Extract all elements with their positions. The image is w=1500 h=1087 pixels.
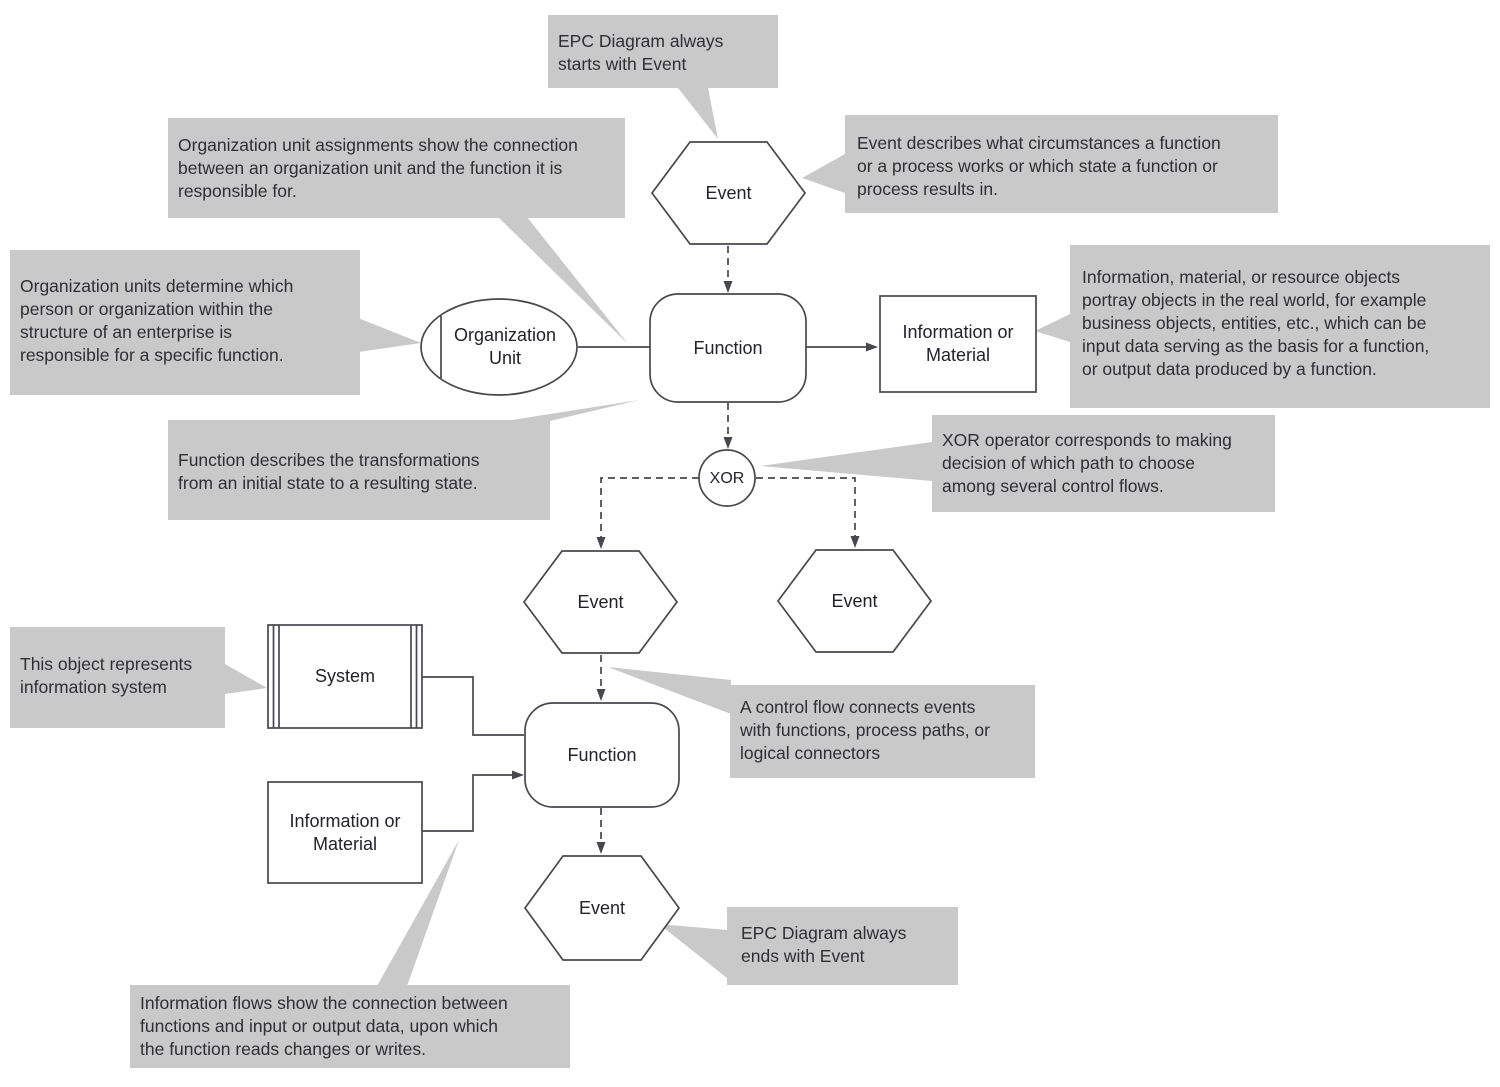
system-label: System [314,666,375,686]
event-left-label: Event [577,591,624,612]
callout-starts-with-event: EPC Diagram always starts with Event [548,15,778,88]
event-top-label: Event [705,182,752,203]
control-flow-xor-to-right-event [756,478,855,538]
info-flow-system-to-function [422,677,524,735]
callout-function-description: Function describes the transformations from an initial state to a resulting state. [168,420,550,520]
callout-event-description: Event describes what circumstances a function or a process works or which state a function or process results in. [845,115,1278,213]
pointer-starts-callout [678,88,718,139]
callout-xor-operator: XOR operator corresponds to making decision of which path to choose among several control flows. [932,415,1275,512]
function-top-label: Function [693,337,763,358]
pointer-function-desc-callout [506,400,639,421]
control-flow-xor-to-left-event [601,478,699,539]
callout-information-objects: Information, material, or resource objects portray objects in the real world, for example business objects, entities, etc., which can be input data serving as the basis for a function, or output data produced by a function. [1070,245,1490,408]
callout-control-flow: A control flow connects events with functions, process paths, or logical connectors [730,685,1035,778]
event-bottom-label: Event [578,897,626,918]
pointer-info-objects-callout [1035,314,1070,342]
callout-system-object: This object represents information system [10,627,225,728]
organization-unit-label: Organization Unit [453,325,557,368]
info-flow-material-to-function [422,775,514,831]
callout-organization-units: Organization units determine which person or organization within the structure of an enterprise is responsible for a specific function. [10,250,360,395]
information-material-bottom-label: Information or Material [289,810,401,854]
xor-label: XOR [709,469,745,487]
pointer-system-desc-callout [225,664,267,694]
pointer-event-desc-callout [802,154,845,193]
function-bottom-label: Function [567,744,637,765]
pointer-xor-desc-callout [760,442,932,481]
information-material-top-label: Information or Material [902,322,1014,365]
callout-information-flows: Information flows show the connection between functions and input or output data, upon which the function reads changes or writes. [130,985,570,1068]
callout-ends-with-event: EPC Diagram always ends with Event [727,907,958,985]
event-right-label: Event [831,590,878,611]
pointer-org-units-callout [358,318,421,352]
callout-org-unit-assignments: Organization unit assignments show the connection between an organization unit and the function it is responsible for. [168,118,625,218]
